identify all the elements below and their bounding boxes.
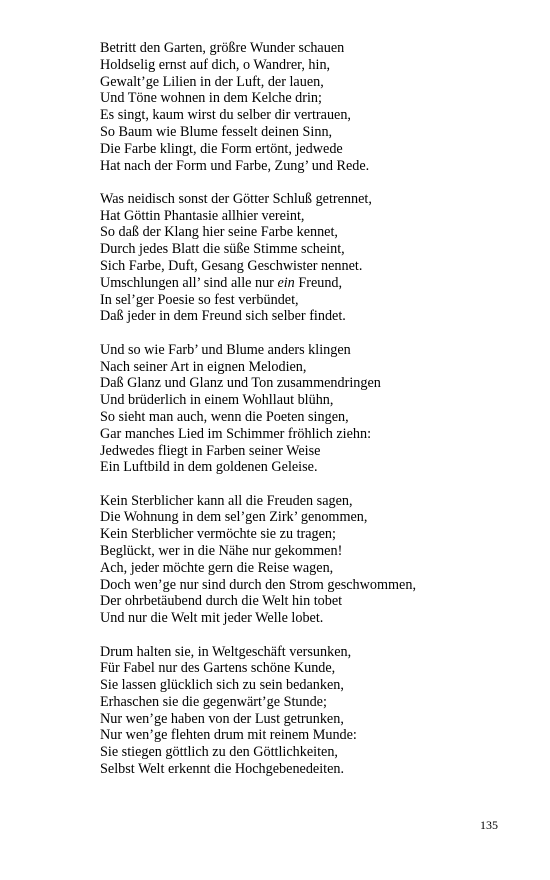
poem-line: Holdselig ernst auf dich, o Wandrer, hin, [100,56,331,73]
poem-line: Gar manches Lied im Schimmer fröhlich ziehn: [100,425,372,442]
poem-line: Und nur die Welt mit jeder Welle lobet. [100,610,324,627]
poem-line: Und Töne wohnen in dem Kelche drin; [100,90,322,107]
poem-line: Gewalt’ge Lilien in der Luft, der lauen, [100,73,324,90]
stanza-4 [100,493,520,627]
stanza-1 [100,40,520,174]
poem-line: Daß Glanz und Glanz und Ton zusammendringen [100,375,381,392]
poem-line: Der ohrbetäubend durch die Welt hin tobet [100,593,343,610]
poem-line: Hat nach der Form und Farbe, Zung’ und Rede. [100,157,370,174]
stanza-5 [100,644,520,778]
poem-line: Die Farbe klingt, die Form ertönt, jedwede [100,140,343,157]
poem-line: Es singt, kaum wirst du selber dir vertrauen, [100,107,351,124]
poem-line: Und brüderlich in einem Wohllaut blühn, [100,392,334,409]
poem-line: Ach, jeder möchte gern die Reise wagen, [100,559,334,576]
poem-line: Beglückt, wer in die Nähe nur gekommen! [100,543,343,560]
poem-line: Sie stiegen göttlich zu den Göttlichkeiten, [100,744,338,761]
page-number: 135 [480,818,498,832]
poem [100,40,520,794]
poem-line: Nur wen’ge haben von der Lust getrunken, [100,710,344,727]
poem-line: Sie lassen glücklich sich zu sein bedanken, [100,677,344,694]
poem-line: Drum halten sie, in Weltgeschäft versunken, [100,643,352,660]
poem-line: Doch wen’ge nur sind durch den Strom geschwommen, [100,576,416,593]
poem-line: Daß jeder in dem Freund sich selber findet. [100,308,346,325]
poem-line: So sieht man auch, wenn die Poeten singen, [100,408,349,425]
poem-line: Durch jedes Blatt die süße Stimme scheint, [100,241,345,258]
poem-line: Jedwedes fliegt in Farben seiner Weise [100,442,321,459]
poem-line: Die Wohnung in dem sel’gen Zirk’ genommen, [100,509,368,526]
poem-line: Umschlungen all’ sind alle nur ein Freund, [100,274,343,291]
stanza-2 [100,191,520,325]
poem-line: Kein Sterblicher kann all die Freuden sagen, [100,492,353,509]
poem-line: Nur wen’ge flehten drum mit reinem Munde: [100,727,357,744]
poem-line: Für Fabel nur des Gartens schöne Kunde, [100,660,336,677]
poem-line: Und so wie Farb’ und Blume anders klingen [100,341,351,358]
poem-line: Hat Göttin Phantasie allhier vereint, [100,207,305,224]
poem-line: Sich Farbe, Duft, Gesang Geschwister nennet. [100,258,363,275]
stanza-3 [100,342,520,476]
poem-line: In sel’ger Poesie so fest verbündet, [100,291,299,308]
poem-line: Betritt den Garten, größre Wunder schauen [100,40,345,56]
poem-line: Was neidisch sonst der Götter Schluß getrennet, [100,190,372,207]
poem-line: So Baum wie Blume fesselt deinen Sinn, [100,123,333,140]
poem-line: Nach seiner Art in eignen Melodien, [100,358,307,375]
poem-line: Selbst Welt erkennt die Hochgebenedeiten. [100,761,345,778]
poem-line: Kein Sterblicher vermöchte sie zu tragen; [100,526,336,543]
poem-line: Ein Luftbild in dem goldenen Geleise. [100,459,318,476]
poem-line: So daß der Klang hier seine Farbe kennet, [100,224,338,241]
poem-line: Erhaschen sie die gegenwärt’ge Stunde; [100,693,327,710]
